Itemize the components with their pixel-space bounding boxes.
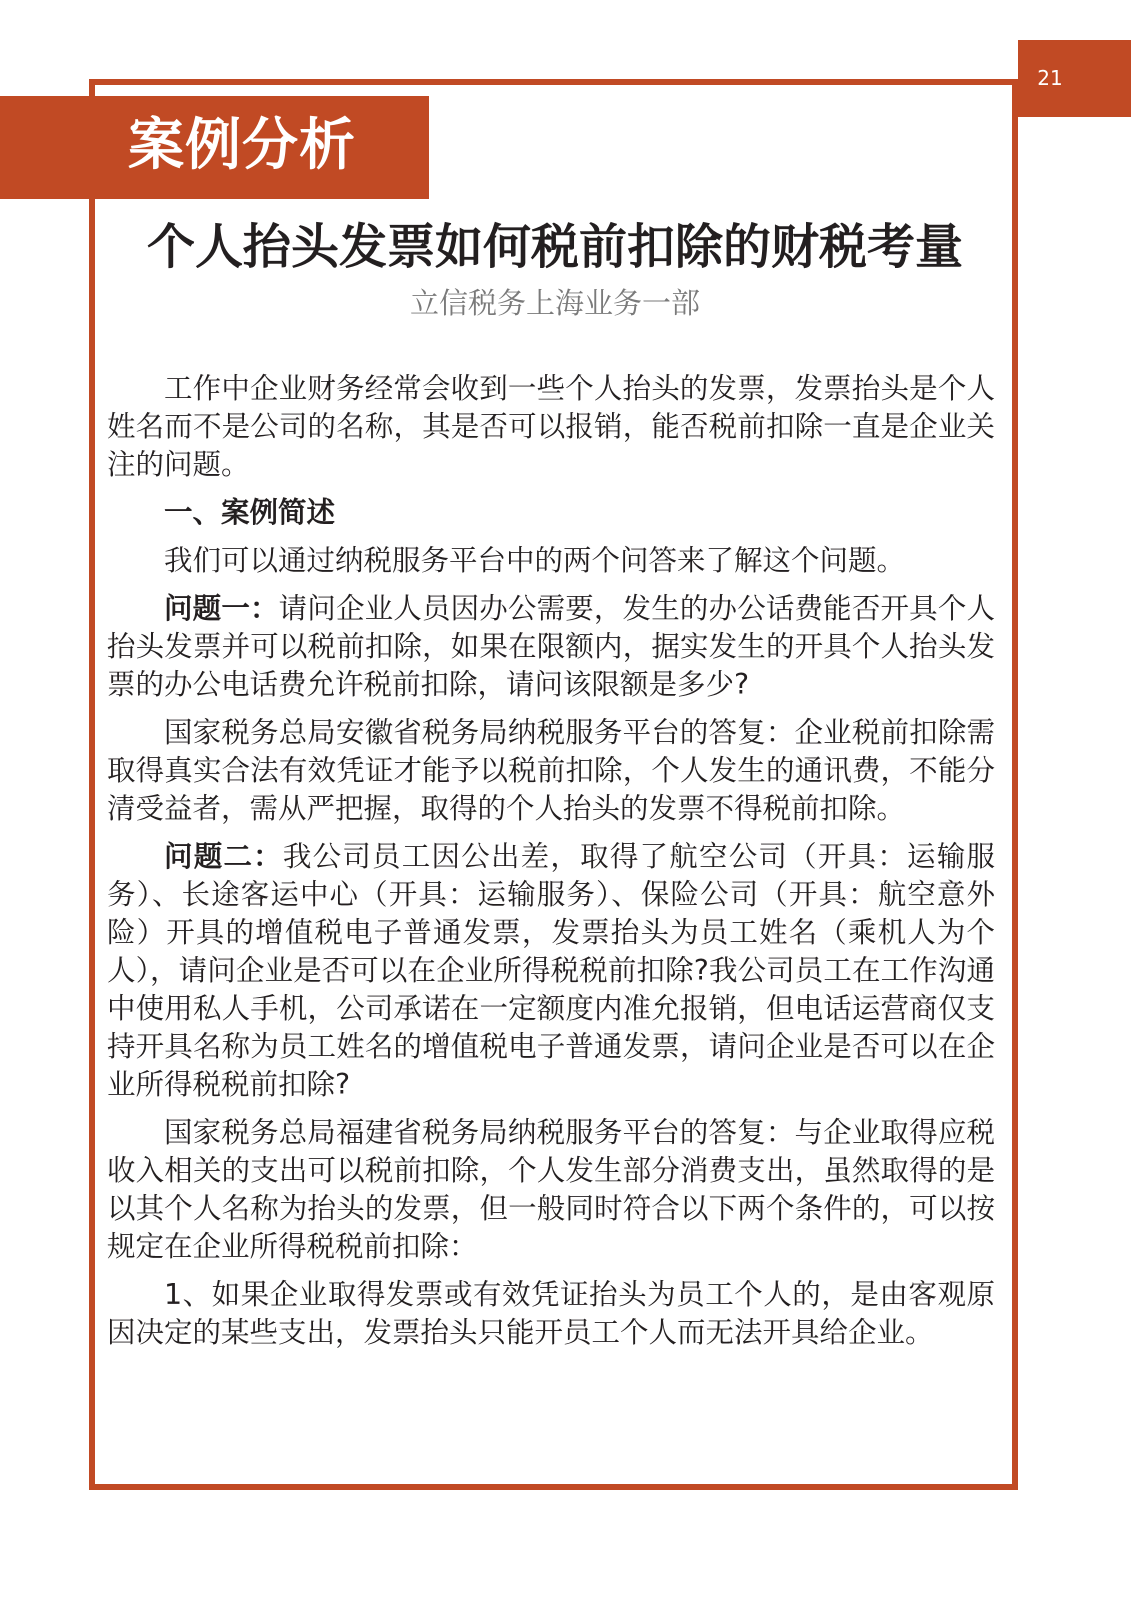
intro-paragraph: 工作中企业财务经常会收到一些个人抬头的发票，发票抬头是个人姓名而不是公司的名称，其是否可以报销，能否税前扣除一直是企业关注的问题。 — [107, 372, 995, 481]
question-one-paragraph — [107, 590, 995, 704]
section-lead-paragraph: 我们可以通过纳税服务平台中的两个问答来了解这个问题。 — [164, 544, 906, 577]
article-body — [107, 370, 995, 1362]
page-number-tab — [1018, 40, 1131, 117]
section-heading: 一、案例简述 — [164, 496, 336, 529]
question-two-text: 我公司员工因公出差，取得了航空公司（开具：运输服务）、长途客运中心（开具：运输服务）、保险公司（开具：航空意外险）开具的增值税电子普通发票，发票抬头为员工姓名（乘机人为个人），请问企业是否可以在企业所得税税前扣除?我公司员工在工作沟通中使用私人手机，公司承诺在一定额度内准允报销，但电话运营商仅支持开具名称为员工姓名的增值税电子普通发票，请问企业是否可以在企业所得税税前扣除? — [107, 840, 995, 1101]
question-two-label: 问题二： — [164, 840, 283, 873]
answer-two-paragraph: 国家税务总局福建省税务局纳税服务平台的答复：与企业取得应税收入相关的支出可以税前扣除，个人发生部分消费支出，虽然取得的是以其个人名称为抬头的发票，但一般同时符合以下两个条件的，可以按规定在企业所得税税前扣除： — [107, 1116, 995, 1263]
question-one-label: 问题一： — [164, 592, 279, 625]
section-banner — [0, 96, 429, 199]
article-author: 立信税务上海业务一部 — [409, 286, 700, 320]
condition-one-paragraph: 1、如果企业取得发票或有效凭证抬头为员工个人的，是由客观原因决定的某些支出，发票抬头只能开员工个人而无法开具给企业。 — [107, 1278, 995, 1349]
section-label: 案例分析 — [128, 113, 356, 178]
question-one-text: 请问企业人员因办公需要，发生的办公话费能否开具个人抬头发票并可以税前扣除，如果在限额内，据实发生的开具个人抬头发票的办公电话费允许税前扣除，请问该限额是多少? — [107, 592, 995, 701]
question-two-paragraph — [107, 838, 995, 1104]
page-number: 21 — [1037, 66, 1063, 90]
article-title: 个人抬头发票如何税前扣除的财税考量 — [146, 219, 963, 275]
answer-one-paragraph: 国家税务总局安徽省税务局纳税服务平台的答复：企业税前扣除需取得真实合法有效凭证才能予以税前扣除，个人发生的通讯费，不能分清受益者，需从严把握，取得的个人抬头的发票不得税前扣除。 — [107, 716, 995, 825]
